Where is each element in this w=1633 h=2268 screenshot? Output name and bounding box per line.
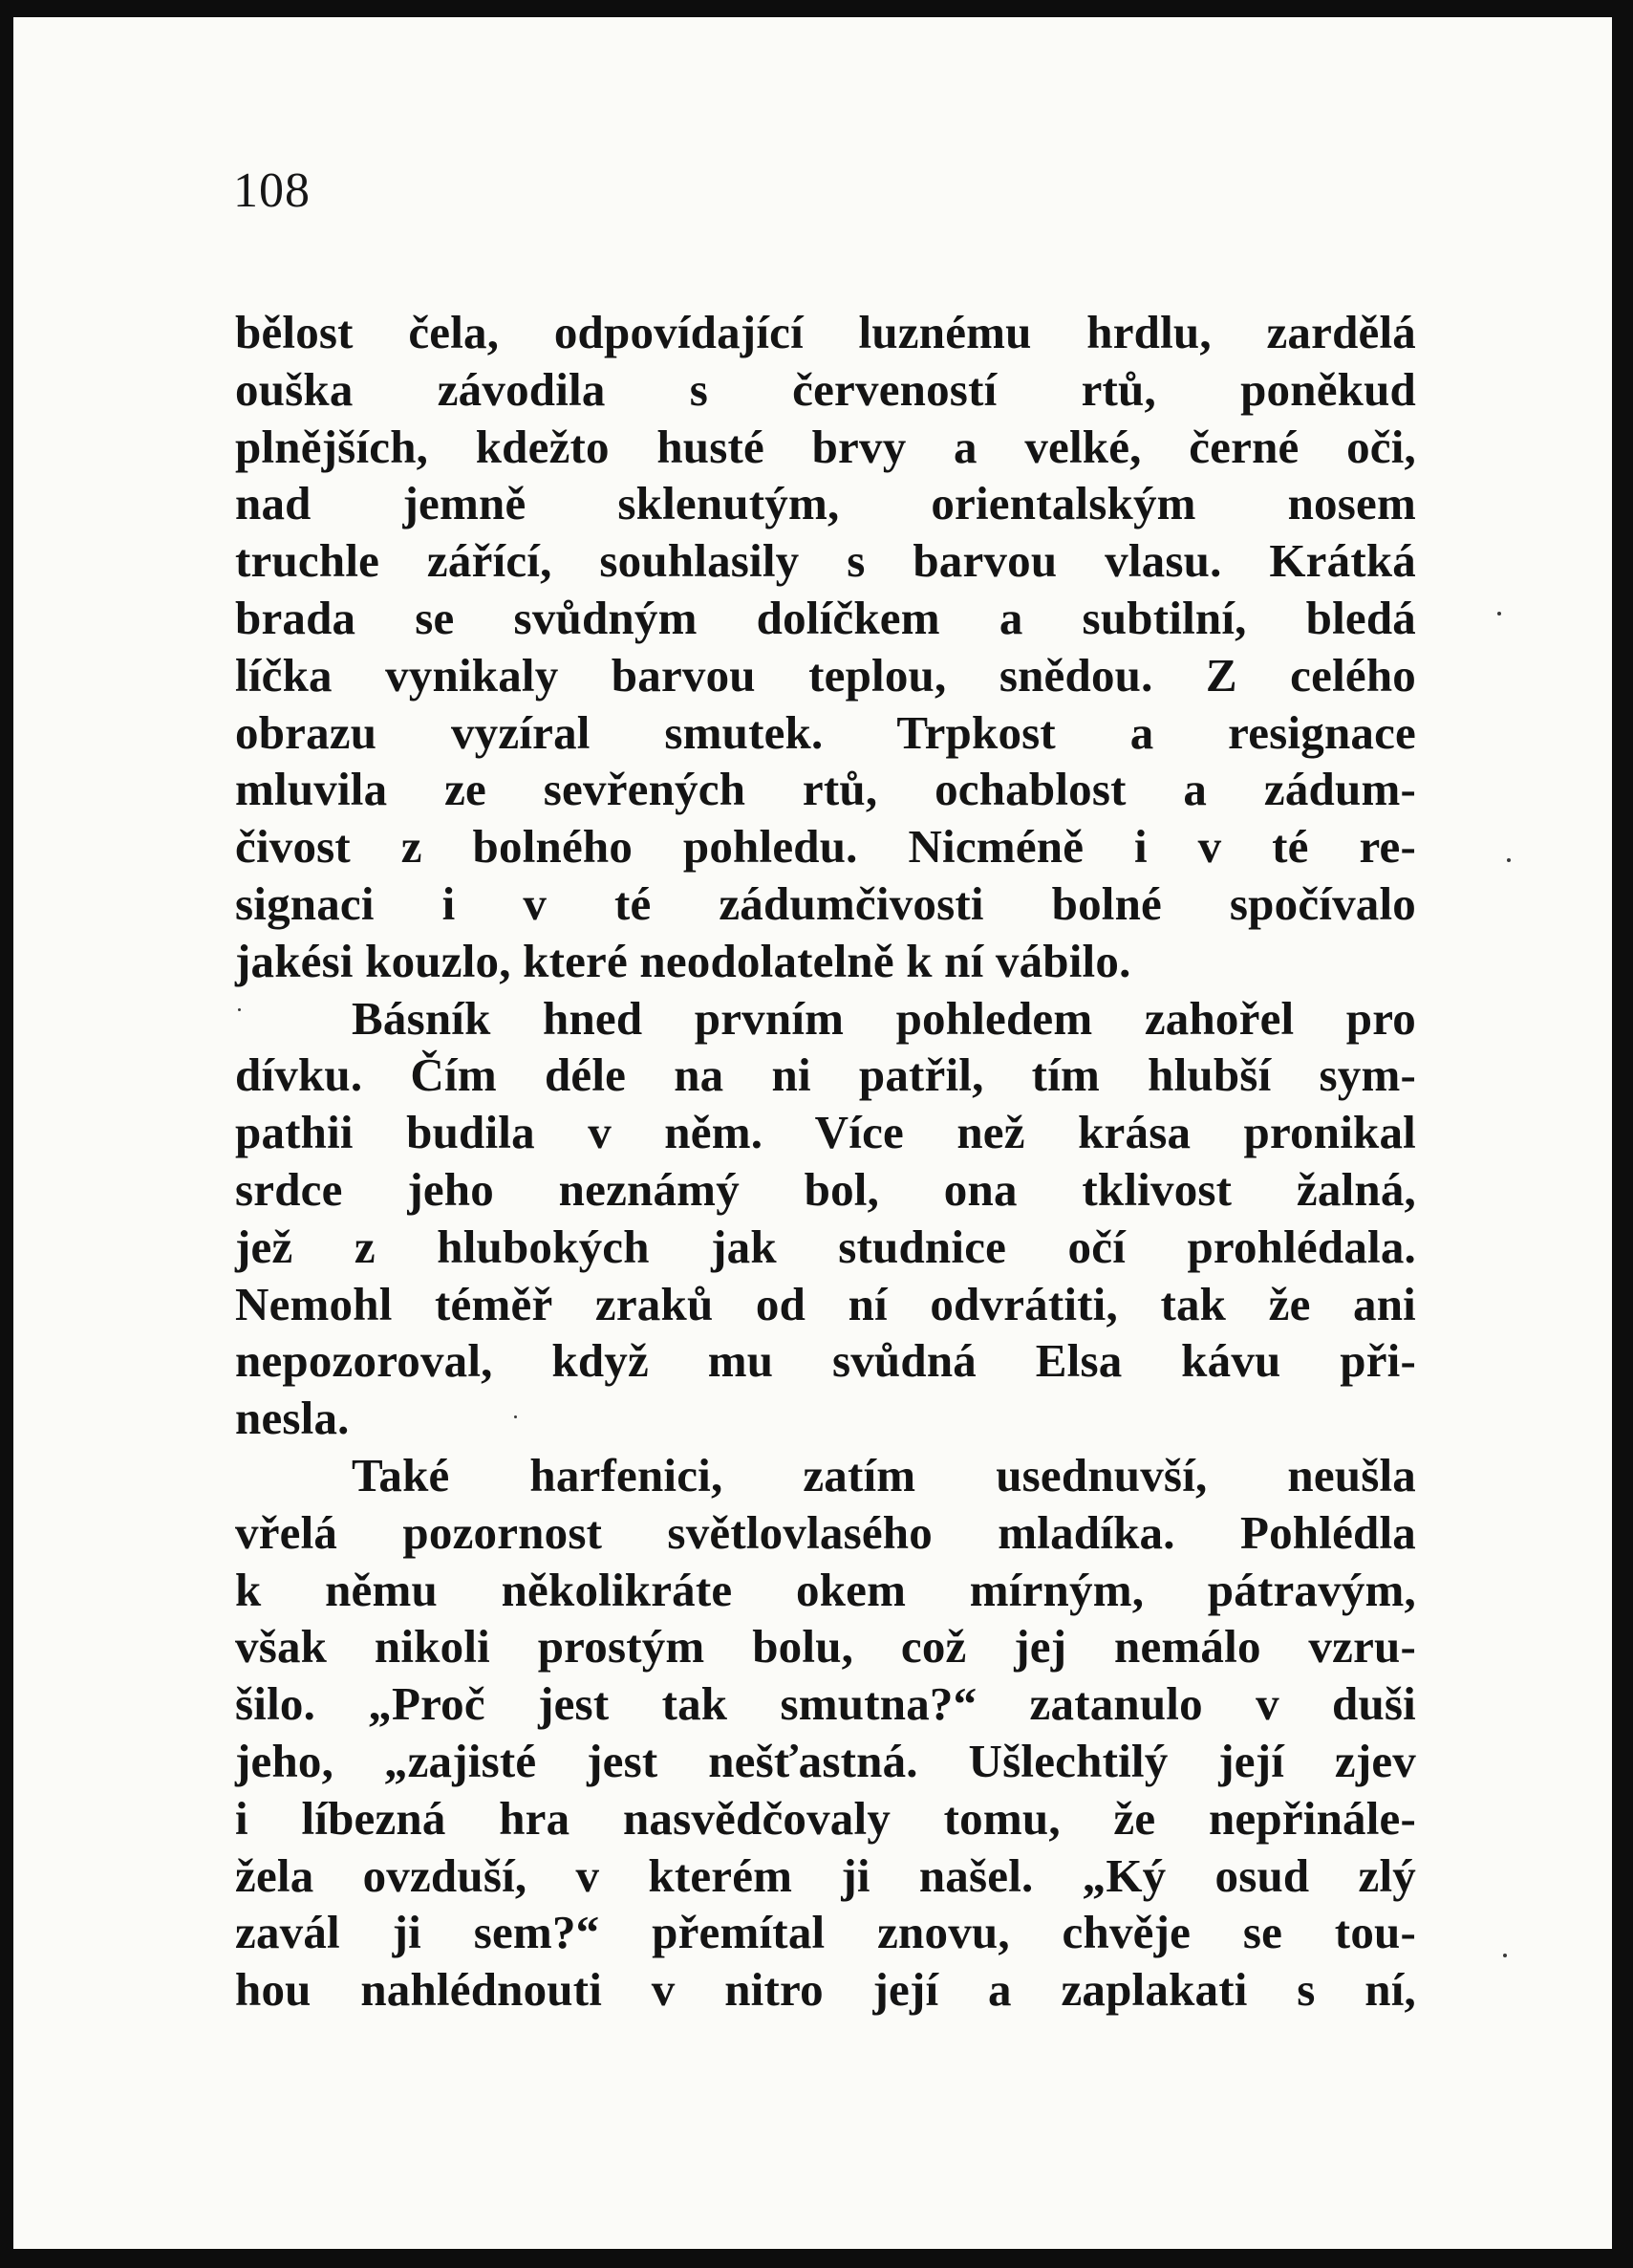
- text-line: bělost čela, odpovídající luznému hrdlu, zardělá: [235, 306, 1416, 358]
- text-line: hou nahlédnouti v nitro její a zaplakati s ní,: [235, 1963, 1416, 2017]
- paragraph-end-line: jakési kouzlo, které neodolatelně k ní vábilo.: [235, 934, 1131, 987]
- scan-speck: [1497, 612, 1501, 616]
- text-line: plnějších, kdežto husté brvy a velké, černé oči,: [235, 420, 1416, 473]
- page-number: 108: [233, 163, 311, 218]
- text-line: i líbezná hra nasvědčovaly tomu, že nepřinále-: [235, 1791, 1416, 1845]
- body-text: [235, 304, 1416, 2019]
- scan-speck: [238, 1008, 241, 1011]
- paragraph-start-line: Také harfenici, zatím usednuvší, neušla: [352, 1448, 1416, 1501]
- text-line: šilo. „Proč jest tak smutna?“ zatanulo v duši: [235, 1677, 1416, 1731]
- text-line: jež z hlubokých jak studnice očí prohlédala.: [235, 1220, 1416, 1273]
- text-line: obrazu vyzíral smutek. Trpkost a resignace: [235, 705, 1416, 759]
- text-line: líčka vynikaly barvou teplou, snědou. Z celého: [235, 648, 1416, 702]
- text-line: pathii budila v něm. Více než krása pronikal: [235, 1106, 1416, 1159]
- text-line: signaci i v té zádumčivosti bolné spočívalo: [235, 876, 1416, 930]
- text-line: čivost z bolného pohledu. Nicméně i v té re-: [235, 820, 1416, 874]
- text-line: k němu několikráte okem mírným, pátravým,: [235, 1563, 1416, 1616]
- text-line: dívku. Čím déle na ni patřil, tím hlubší sym-: [235, 1048, 1416, 1102]
- text-line: zavál ji sem?“ přemítal znovu, chvěje se tou-: [235, 1906, 1416, 1959]
- text-line: truchle zářící, souhlasily s barvou vlasu. Krátká: [235, 534, 1416, 588]
- paragraph-start-line: Básník hned prvním pohledem zahořel pro: [352, 991, 1416, 1045]
- text-line: srdce jeho neznámý bol, ona tklivost žalná,: [235, 1162, 1416, 1216]
- text-line: Nemohl téměř zraků od ní odvrátiti, tak že ani: [235, 1277, 1416, 1330]
- text-line: žela ovzduší, v kterém ji našel. „Ký osud zlý: [235, 1848, 1416, 1902]
- text-line: mluvila ze sevřených rtů, ochablost a zádum-: [235, 763, 1416, 816]
- scan-speck: [1507, 858, 1511, 862]
- text-line: ouška závodila s červeností rtů, poněkud: [235, 362, 1416, 416]
- text-line: brada se svůdným dolíčkem a subtilní, bledá: [235, 591, 1416, 644]
- scan-speck: [1503, 1954, 1507, 1957]
- scan-speck: [514, 1415, 517, 1418]
- text-line: nepozoroval, když mu svůdná Elsa kávu při-: [235, 1334, 1416, 1388]
- text-line: však nikoli prostým bolu, což jej nemálo vzru-: [235, 1620, 1416, 1674]
- paragraph-end-line: nesla.: [235, 1392, 350, 1445]
- text-line: jeho, „zajisté jest nešťastná. Ušlechtilý její zjev: [235, 1734, 1416, 1787]
- text-line: nad jemně sklenutým, orientalským nosem: [235, 477, 1416, 530]
- text-line: vřelá pozornost světlovlasého mladíka. Pohlédla: [235, 1505, 1416, 1559]
